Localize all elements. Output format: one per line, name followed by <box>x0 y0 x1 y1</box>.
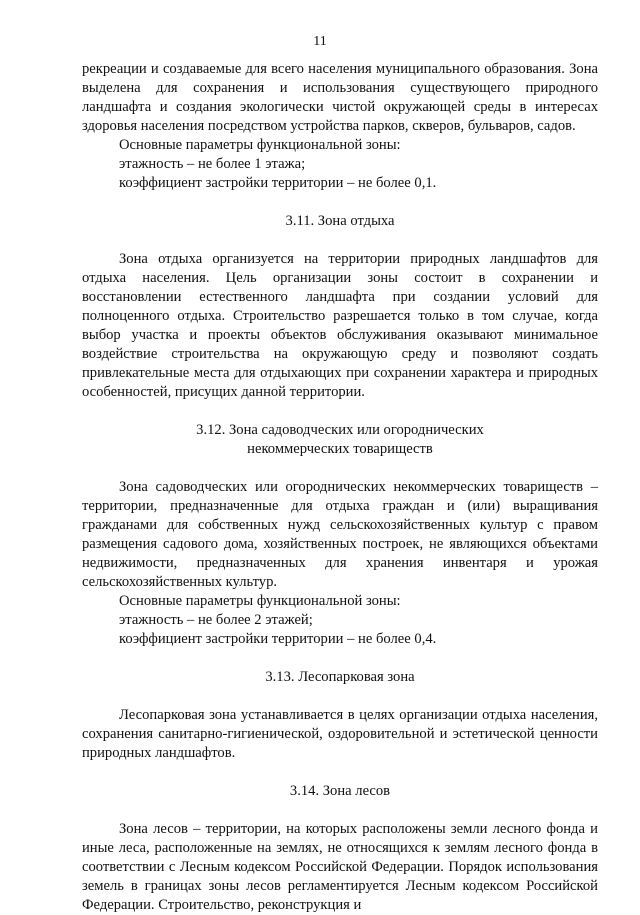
params-title-3-12: Основные параметры функциональной зоны: <box>119 593 401 609</box>
paragraph-3-14: Зона лесов – территории, на которых расположены земли лесного фонда и иные леса, расположенные на землях, не относящихся к землям лесного фонда в соответствии с Лесным кодексом Российской Федерации. Порядок использования земель в границах зоны лесов регламентируется Лесным кодексом Российской Федерации. Строительство, реконструкция и <box>82 821 598 913</box>
document-body <box>82 60 598 915</box>
intro-param-coverage: коэффициент застройки территории – не более 0,1. <box>119 175 437 191</box>
page-number: 11 <box>313 34 327 49</box>
heading-3-12-line-1: 3.12. Зона садоводческих или огороднических <box>196 422 484 438</box>
intro-params-title: Основные параметры функциональной зоны: <box>119 137 401 153</box>
heading-3-13: 3.13. Лесопарковая зона <box>265 669 415 685</box>
paragraph-3-11: Зона отдыха организуется на территории природных ландшафтов для отдыха населения. Цель организации зоны состоит в сохранении и восстановлении естественного ландшафта при создании условий для полноценного отдыха. Строительство разрешается только в том случае, когда выбор участка и проекты объектов обслуживания оказывают минимальное воздействие строительства на окружающую среду и позволяют создать привлекательные места для отдыхающих при сохранении характера и природных особенностей, присущих данной территории. <box>82 251 598 400</box>
param-coverage-3-12: коэффициент застройки территории – не более 0,4. <box>119 631 437 647</box>
intro-param-floors: этажность – не более 1 этажа; <box>119 156 306 172</box>
intro-paragraph: рекреации и создаваемые для всего населения муниципального образования. Зона выделена для сохранения и использования существующего природного ландшафта и создания экологически чистой окружающей среды в интересах здоровья населения посредством устройства парков, скверов, бульваров, садов. <box>82 61 598 134</box>
heading-3-11: 3.11. Зона отдыха <box>285 213 395 229</box>
heading-3-12-line-2: некоммерческих товариществ <box>247 441 433 457</box>
paragraph-3-13: Лесопарковая зона устанавливается в целях организации отдыха населения, сохранения санитарно-гигиенической, оздоровительной и эстетической ценности природных ландшафтов. <box>82 707 598 761</box>
param-floors-3-12: этажность – не более 2 этажей; <box>119 612 313 628</box>
heading-3-14: 3.14. Зона лесов <box>289 783 391 799</box>
paragraph-3-12: Зона садоводческих или огороднических некоммерческих товариществ – территории, предназначенные для отдыха граждан и (или) выращивания гражданами для собственных нужд сельскохозяйственных культур с правом размещения садового дома, хозяйственных построек, не являющихся объектами недвижимости, предназначенных для хранения инвентаря и урожая сельскохозяйственных культур. <box>82 479 598 590</box>
